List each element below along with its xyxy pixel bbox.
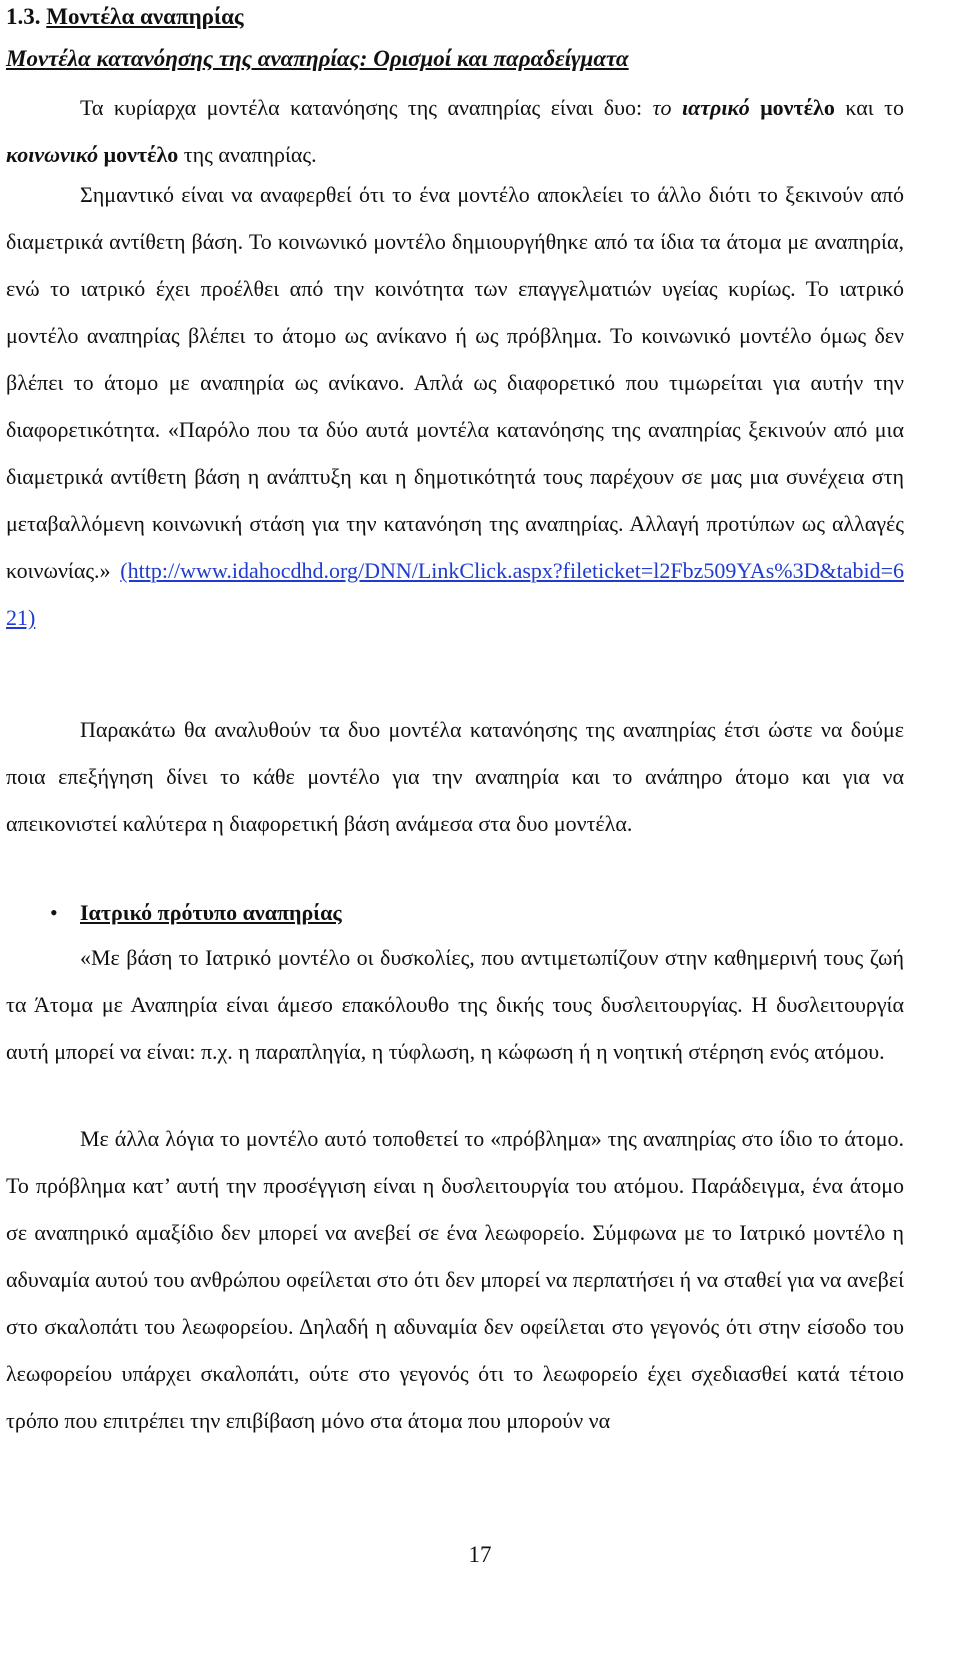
intro-and-word: και το [834,95,904,120]
medical-model-definition-paragraph [6,934,904,1075]
bullet-icon: • [50,900,58,925]
analysis-intro-paragraph [6,706,904,847]
intro-to-word: το [652,95,682,120]
analysis-intro-text: Παρακάτω θα αναλυθούν τα δυο μοντέλα κατανόησης της αναπηρίας έτσι ώστε να δούμε ποια επεξήγηση δίνει το κάθε μοντέλο για την αναπηρία και το ανάπηρο άτομο και για να απεικονιστεί καλύτερα η διαφορετική βάση ανάμεσα στα δυο μοντέλα. [6,717,904,836]
page-number: 17 [468,1542,492,1567]
intro-social-word: κοινωνικό [6,142,99,167]
section-subtitle: Μοντέλα κατανόησης της αναπηρίας: Ορισμοί και παραδείγματα [6,46,629,71]
section-number: 1.3. [6,4,41,29]
source-link[interactable]: (http://www.idahocdhd.org/DNN/LinkClick.aspx?fileticket=l2Fbz509YAs%3D&tabid=621) [6,558,904,630]
medical-model-example-paragraph [6,1115,904,1444]
models-difference-paragraph [6,171,904,641]
intro-text-pre: Τα κυρίαρχα μοντέλα κατανόησης της αναπηρίας είναι δυο: [80,95,653,120]
intro-text-post: της αναπηρίας. [178,142,317,167]
intro-medical-word: ιατρικό [681,95,750,120]
intro-paragraph [6,84,904,178]
medical-model-definition-text: «Με βάση το Ιατρικό μοντέλο οι δυσκολίες, που αντιμετωπίζουν στην καθημερινή τους ζωή τα Άτομα με Αναπηρία είναι άμεσο επακόλουθο της δικής τους δυσλειτουργίας. Η δυσλειτουργία αυτή μπορεί να είναι: π.χ. η παραπληγία, η τύφλωση, η κώφωση ή η νοητική στέρηση ενός ατόμου. [6,945,904,1064]
section-title: Μοντέλα αναπηρίας [46,4,244,29]
intro-model-word-1: μοντέλο [749,95,835,120]
section-heading [6,2,244,32]
intro-model-word-2: μοντέλο [98,142,179,167]
medical-model-bullet [50,898,342,928]
models-difference-text: Σημαντικό είναι να αναφερθεί ότι το ένα μοντέλο αποκλείει το άλλο διότι το ξεκινούν από διαμετρικά αντίθετη βάση. Το κοινωνικό μοντέλο δημιουργήθηκε από τα ίδια τα άτομα με αναπηρία, ενώ το ιατρικό έχει προέλθει από την κοινότητα των επαγγελματιών υγείας κυρίως. Το ιατρικό μοντέλο αναπηρίας βλέπει το άτομο ως ανίκανο ή ως πρόβλημα. Το κοινωνικό μοντέλο όμως δεν βλέπει το άτομο με αναπηρία ως ανίκανο. Απλά ως διαφορετικό που τιμωρείται για αυτήν την διαφορετικότητα. «Παρόλο που τα δύο αυτά μοντέλα κατανόησης της αναπηρίας ξεκινούν από μια διαμετρικά αντίθετη βάση η ανάπτυξη και η δημοτικότητά τους παρέχουν σε μας μια συνέχεια στη μεταβαλλόμενη κοινωνική στάση για την κατανόηση της αναπηρίας. Αλλαγή προτύπων ως αλλαγές κοινωνίας.» [6,182,904,583]
medical-model-heading: Ιατρικό πρότυπο αναπηρίας [80,900,342,925]
medical-model-example-text: Με άλλα λόγια το μοντέλο αυτό τοποθετεί το «πρόβλημα» της αναπηρίας στο ίδιο το άτομο. Το πρόβλημα κατ’ αυτή την προσέγγιση είναι η δυσλειτουργία του ατόμου. Παράδειγμα, ένα άτομο σε αναπηρικό αμαξίδιο δεν μπορεί να ανεβεί σε ένα λεωφορείο. Σύμφωνα με το Ιατρικό μοντέλο η αδυναμία αυτού του ανθρώπου οφείλεται στο ότι δεν μπορεί να περπατήσει ή να σταθεί για να ανεβεί στο σκαλοπάτι του λεωφορείου. Δηλαδή η αδυναμία δεν οφείλεται στο γεγονός ότι στην είσοδο του λεωφορείου υπάρχει σκαλοπάτι, ούτε στο γεγονός ότι το λεωφορείο έχει σχεδιασθεί κατά τέτοιο τρόπο που επιτρέπει την επιβίβαση μόνο στα άτομα που μπορούν να [6,1126,904,1433]
